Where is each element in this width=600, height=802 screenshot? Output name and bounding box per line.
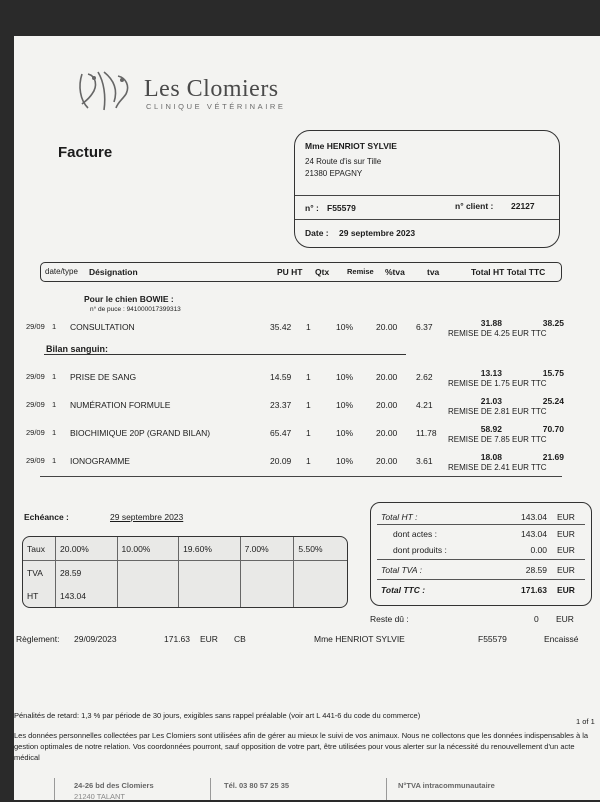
bilan-underline [44, 354, 406, 355]
currency: EUR [557, 565, 575, 575]
totals-divider [377, 524, 585, 525]
line-remise-text: REMISE DE 7.85 EUR TTC [448, 435, 547, 444]
line-tva: 3.61 [416, 456, 433, 466]
client-address-line2: 21380 EPAGNY [305, 169, 363, 178]
reglement-name: Mme HENRIOT SYLVIE [314, 634, 405, 644]
line-puht: 20.09 [270, 456, 292, 466]
line-type: 1 [52, 428, 57, 437]
taux-rate: 5.50% [294, 537, 347, 561]
line-designation: BIOCHIMIQUE 20P (GRAND BILAN) [70, 428, 211, 438]
taux-label: Taux [23, 537, 56, 561]
line-pct-tva: 20.00 [376, 428, 398, 438]
taux-rate: 19.60% [179, 537, 241, 561]
produits-value: 0.00 [530, 545, 547, 555]
line-qtx: 1 [306, 322, 311, 332]
total-tva: 28.59 [525, 565, 547, 575]
line-remise: 10% [336, 322, 354, 332]
clinic-logo-icon [74, 66, 136, 114]
reste-label: Reste dû : [370, 614, 409, 624]
invoice-page [14, 36, 600, 800]
col-datetype: date/type [45, 267, 78, 276]
line-total-ttc: 25.24 [542, 396, 564, 406]
line-total-ttc: 15.75 [542, 368, 564, 378]
reste-currency: EUR [556, 614, 574, 624]
currency: EUR [557, 585, 575, 595]
footer-tel: Tél. 03 80 57 25 35 [224, 781, 290, 790]
line-type: 1 [52, 400, 57, 409]
client-box-divider [295, 219, 559, 220]
patient-label: Pour le chien BOWIE : [84, 294, 174, 304]
line-total-ht: 31.88 [480, 318, 502, 328]
reglement-status: Encaissé [544, 634, 579, 644]
line-date: 29/09 [26, 400, 45, 409]
reste-value: 0 [534, 614, 539, 624]
line-date: 29/09 [26, 372, 45, 381]
totals-box [370, 502, 592, 606]
reglement-ref: F55579 [478, 634, 507, 644]
invoice-date-label: Date : [305, 228, 329, 238]
line-tva: 4.21 [416, 400, 433, 410]
total-ttc-label: Total TTC : [381, 585, 426, 595]
line-total-ht: 21.03 [480, 396, 502, 406]
echeance-value: 29 septembre 2023 [110, 512, 184, 522]
line-pct-tva: 20.00 [376, 456, 398, 466]
line-total-ttc: 70.70 [542, 424, 564, 434]
line-remise: 10% [336, 400, 354, 410]
line-remise-text: REMISE DE 1.75 EUR TTC [448, 379, 547, 388]
currency: EUR [557, 545, 575, 555]
totals-divider [377, 559, 585, 560]
client-name: Mme HENRIOT SYLVIE [305, 141, 397, 151]
vat-rate-table [22, 536, 348, 608]
footer-divider [54, 778, 55, 800]
line-remise: 10% [336, 456, 354, 466]
line-total-ttc: 38.25 [542, 318, 564, 328]
client-number: 22127 [511, 201, 535, 211]
client-box-divider [295, 195, 559, 196]
line-date: 29/09 [26, 428, 45, 437]
invoice-number-label: n° : [305, 203, 319, 213]
line-qtx: 1 [306, 456, 311, 466]
line-pct-tva: 20.00 [376, 372, 398, 382]
reglement-currency: EUR [200, 634, 218, 644]
clinic-name: Les Clomiers [144, 76, 279, 102]
table-header [40, 262, 562, 282]
tva-value: 28.59 [56, 561, 118, 585]
col-qtx: Qtx [315, 267, 330, 277]
line-type: 1 [52, 322, 57, 331]
line-puht: 65.47 [270, 428, 292, 438]
page-number: 1 of 1 [576, 717, 595, 726]
ht-value: 143.04 [56, 584, 118, 607]
bilan-label: Bilan sanguin: [46, 344, 109, 354]
tva-label: TVA [23, 561, 56, 585]
reglement-date: 29/09/2023 [74, 634, 117, 644]
line-type: 1 [52, 372, 57, 381]
client-box [294, 130, 560, 248]
ht-label: HT [23, 584, 56, 607]
line-designation: CONSULTATION [70, 322, 135, 332]
currency: EUR [557, 529, 575, 539]
line-qtx: 1 [306, 372, 311, 382]
line-designation: NUMÉRATION FORMULE [70, 400, 171, 410]
col-remise: Remise [347, 267, 374, 276]
client-address-line1: 24 Route d'is sur Tille [305, 157, 382, 166]
taux-rate: 10.00% [117, 537, 179, 561]
actes-value: 143.04 [521, 529, 547, 539]
total-ht: 143.04 [521, 512, 547, 522]
line-qtx: 1 [306, 400, 311, 410]
line-total-ht: 58.92 [480, 424, 502, 434]
invoice-number: F55579 [327, 203, 356, 213]
line-pct-tva: 20.00 [376, 400, 398, 410]
reglement-amount: 171.63 [164, 634, 190, 644]
line-qtx: 1 [306, 428, 311, 438]
actes-label: dont actes : [393, 529, 437, 539]
line-type: 1 [52, 456, 57, 465]
line-remise-text: REMISE DE 2.81 EUR TTC [448, 407, 547, 416]
line-total-ht: 13.13 [480, 368, 502, 378]
taux-rate: 7.00% [240, 537, 294, 561]
total-tva-label: Total TVA : [381, 565, 422, 575]
line-remise-text: REMISE DE 4.25 EUR TTC [448, 329, 547, 338]
line-puht: 23.37 [270, 400, 292, 410]
currency: EUR [557, 512, 575, 522]
invoice-date: 29 septembre 2023 [339, 228, 416, 238]
reglement-mode: CB [234, 634, 246, 644]
footer-address: 24-26 bd des Clomiers [74, 781, 154, 790]
line-remise: 10% [336, 372, 354, 382]
total-ttc: 171.63 [521, 585, 547, 595]
col-designation: Désignation [89, 267, 138, 277]
document-title: Facture [58, 144, 113, 161]
footer-address2: 21240 TALANT [74, 792, 126, 801]
col-totals: Total HT Total TTC [471, 267, 546, 277]
late-penalty-notice: Pénalités de retard: 1,3 % par période de 30 jours, exigibles sans rappel préalable (voir art L 441-6 du code du commerce) [14, 711, 421, 720]
line-designation: IONOGRAMME [70, 456, 130, 466]
taux-rate: 20.00% [56, 537, 118, 561]
line-puht: 14.59 [270, 372, 292, 382]
patient-chip: n° de puce : 941000017399313 [90, 306, 181, 313]
line-tva: 2.62 [416, 372, 433, 382]
reglement-label: Règlement: [16, 634, 60, 644]
line-puht: 35.42 [270, 322, 292, 332]
echeance-label: Echéance : [24, 512, 69, 522]
line-remise: 10% [336, 428, 354, 438]
col-puht: PU HT [277, 267, 303, 277]
client-address [305, 156, 381, 180]
col-pct-tva: %tva [385, 267, 405, 277]
clinic-subtitle: CLINIQUE VÉTÉRINAIRE [146, 102, 286, 111]
totals-divider [377, 579, 585, 580]
line-date: 29/09 [26, 322, 45, 331]
line-tva: 11.78 [416, 428, 437, 438]
col-tva: tva [427, 267, 440, 277]
client-number-label: n° client : [455, 201, 494, 211]
line-designation: PRISE DE SANG [70, 372, 137, 382]
privacy-notice: Les données personnelles collectées par Les Clomiers sont utilisées afin de gérer au mieux le suivi de vos animaux. Nous ne collectons que les données indispensables à la gestion optimales de notre relation. Vos coordonnées pourront, sauf opposition de votre part, être utilisées pour vous alerter sur la nécessité du renouvellement d'un acte médical [14, 731, 589, 762]
footer-divider [210, 778, 211, 800]
line-tva: 6.37 [416, 322, 433, 332]
total-ht-label: Total HT : [381, 512, 418, 522]
line-remise-text: REMISE DE 2.41 EUR TTC [448, 463, 547, 472]
produits-label: dont produits : [393, 545, 447, 555]
line-total-ttc: 21.69 [542, 452, 564, 462]
footer-divider [386, 778, 387, 800]
footer-tva-intra: N°TVA intracommunautaire [398, 781, 495, 790]
table-end-line [40, 476, 562, 477]
line-date: 29/09 [26, 456, 45, 465]
line-total-ht: 18.08 [480, 452, 502, 462]
line-pct-tva: 20.00 [376, 322, 398, 332]
